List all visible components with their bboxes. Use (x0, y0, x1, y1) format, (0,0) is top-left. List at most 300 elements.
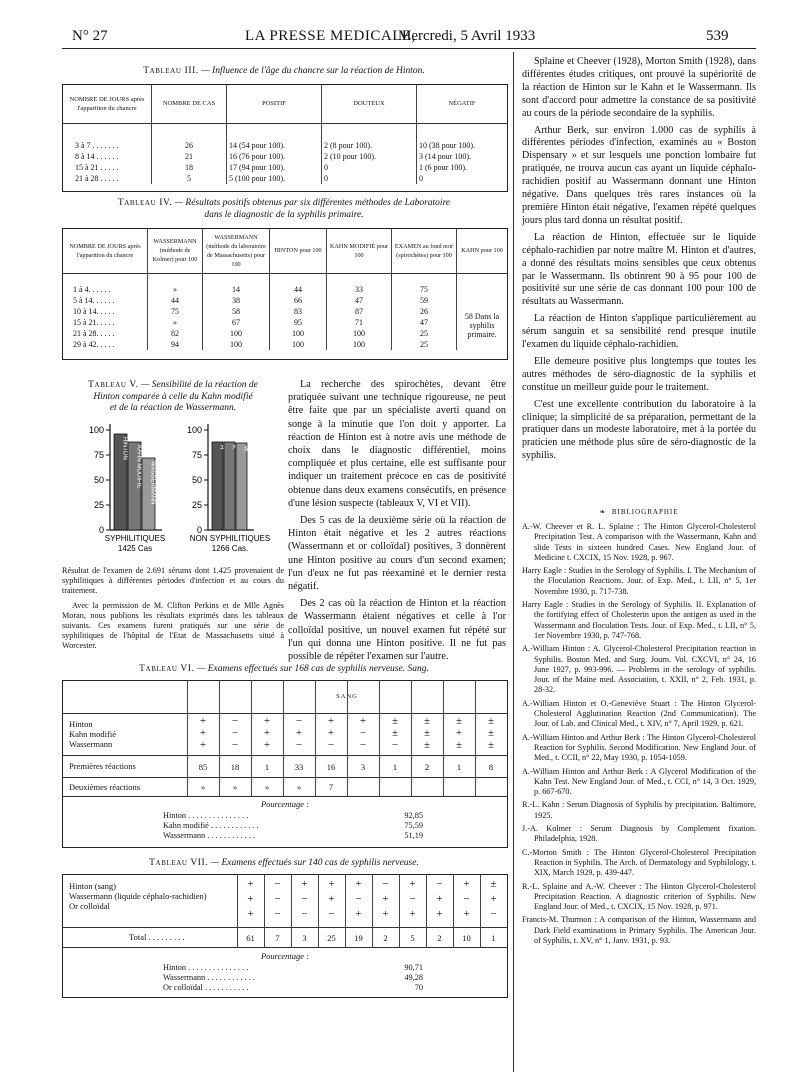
sign-cell: + (328, 878, 335, 890)
table6-pct-title: Pourcentage : (260, 799, 310, 809)
column-divider (379, 681, 380, 796)
y-tick-label: 0 (196, 525, 202, 535)
pct-row (163, 983, 423, 993)
pct-row (163, 963, 423, 973)
table3-header: NOMBRE DE JOURS après l'apparition du chancre (69, 95, 145, 112)
table4-caption-line2: dans le diagnostic de la syphilis primaire. (204, 209, 364, 220)
divider (63, 947, 507, 948)
table3-header: NOMBRE DE CAS (152, 85, 227, 123)
table5-caption-line1: — Sensibilité de la réaction de (140, 380, 258, 390)
table3-cell: 15 à 21 . . . . . (75, 162, 119, 172)
middle-paragraph: La recherche des spirochètes, devant être pratiquée suivant une technique rigoureuse, ne peut être faite que par un spécialiste averti quand on songe à la minutie que l'on doit y apporter. La réaction de Hinton est à notre avis une méthode de choix dans le diagnostic différentiel, moins compliquée et plus certaine, elle est suffisante pour indiquer un traitement précoce en cas de positivité obtenue dans deux examens consécutifs, en présence d'une lésion suspecte (tableaux V, VI et VII). (288, 379, 506, 509)
sign-cell: ± (423, 727, 431, 739)
sensitivity-chart (62, 418, 284, 560)
table4-cell: 75 (148, 306, 203, 317)
table-row (63, 151, 507, 162)
sign-cell: + (463, 908, 470, 920)
sign-cell: − (359, 727, 367, 739)
pct-value: 49,28 (404, 973, 423, 982)
sign-cell: − (382, 878, 389, 890)
table4-cell: 25 (392, 339, 457, 350)
sign-cell: − (391, 739, 399, 751)
table3-cell: 2 (10 pour 100). (322, 151, 417, 162)
sign-cell: + (295, 727, 303, 739)
table4-cell: 100 (270, 328, 327, 339)
row-label: Hinton (sang) (69, 881, 116, 891)
table3-cell: 0 (322, 162, 417, 173)
panel-subtitle: 1425 Cas (117, 544, 153, 553)
right-paragraph: La réaction de Hinton s'applique particulièrement au sérum sanguin et sa sensibilité rend presque inutile l'examen du liquide céphalo-rachidien. (522, 313, 756, 351)
right-paragraph: La réaction de Hinton, effectuée sur le liquide céphalo-rachidien par notre maître M. Hinton et d'autres, a donné des résultats moins sensibles que ceux obtenus par le Wassermann. Ils obtinrent 90 à 95 pour 100 de positivité sur une série de cas donnant 100 pour 100 de résultats au Wassermann. (522, 231, 756, 308)
sign-cell: + (263, 727, 271, 739)
bar-label: H (218, 445, 225, 450)
sign-cell: + (490, 893, 497, 905)
table4-header: WASSERMANN (méthode de Kolmer) pour 100 (148, 229, 203, 273)
bibliography-entry: A.-William Hinton et O.-Geneviève Stuart : The Hinton Glycerol-Cholesterol Agglutination Reaction (2nd Communication). The Jour. of Lab. and Clinical Med., t. XIV, n° 7, April 1929, p. 621. (522, 698, 756, 729)
bar-label: WASSERMANN (149, 461, 156, 505)
count-cell: 8 (488, 762, 494, 772)
table4-cell: 44 (148, 295, 203, 306)
pct-label: Wassermann (163, 831, 206, 840)
sign-cell: − (359, 739, 367, 751)
table-row (63, 339, 507, 350)
sign-cell: − (436, 878, 443, 890)
table3-cell: 14 (54 pour 100). (227, 140, 322, 151)
column-divider (453, 875, 454, 947)
sign-cell: − (274, 908, 281, 920)
pct-value: 51,19 (404, 831, 423, 840)
pct-dots: . . . . . . . . . . . . (210, 821, 259, 830)
right-paragraph: C'est une excellente contribution du laboratoire à la clinique; la simplicité de sa préparation, permettant de la pratiquer dans un modeste laboratoire, met à la portée du praticien une méthode plus sûre de séro-diagnostic de la syphilis. (522, 398, 756, 462)
table3-cell: 3 (14 pour 100). (417, 151, 508, 162)
table4-cell: 47 (327, 295, 392, 306)
pct-label: Or colloïdal (163, 983, 203, 992)
count-cell: 33 (294, 762, 304, 772)
table3-cell: 26 (152, 140, 227, 151)
count-cell: 1 (392, 762, 398, 772)
bar (224, 442, 235, 530)
divider (63, 796, 507, 797)
table7-label: Tableau VII. (149, 858, 209, 868)
total-label: Total (129, 932, 147, 942)
panel-subtitle: 1266 Cas. (211, 544, 249, 553)
count-cell: 3 (360, 762, 366, 772)
table4-cell: 14 (203, 284, 270, 295)
column-divider (372, 875, 373, 947)
table4-cell: 38 (203, 295, 270, 306)
row-label: Or colloïdal (69, 901, 110, 911)
table-row (63, 173, 507, 184)
table4 (62, 228, 508, 360)
table5-caption-line3: et de la réaction de Wassermann. (109, 403, 237, 413)
bar-label: HINTON (121, 437, 128, 460)
bar (212, 442, 223, 530)
count-cell: 2 (383, 933, 388, 943)
bibliography-title (522, 508, 756, 516)
bar-label: KAHN MODIFIÉ (135, 445, 142, 489)
table4-cell: 95 (270, 317, 327, 328)
ornament-icon: ❧ (599, 508, 607, 516)
table3-caption (62, 66, 506, 78)
table7-caption (62, 858, 506, 870)
table6-pct (163, 811, 423, 841)
sign-cell: + (247, 893, 254, 905)
bar-label: K (230, 445, 237, 450)
table3-cell: 21 à 28 . . . . . (75, 173, 119, 183)
count-cell: 16 (326, 762, 336, 772)
sign-cell: ± (391, 727, 399, 739)
count-cell: » (264, 782, 270, 792)
sign-cell: + (199, 727, 207, 739)
column-divider (283, 681, 284, 796)
table4-cell: » (148, 284, 203, 295)
table5-caption-line2: Hinton comparée à celle du Kahn modifié (93, 391, 253, 402)
sign-cell: + (199, 715, 207, 727)
table3-cell: 2 (8 pour 100). (322, 140, 417, 151)
table-row (63, 328, 507, 339)
count-cell: 85 (198, 762, 208, 772)
column-divider (345, 875, 346, 947)
issue-number: N° 27 (72, 28, 108, 44)
sign-cell: − (274, 878, 281, 890)
sign-cell: − (490, 908, 497, 920)
table4-header: EXAMEN au fond noir (spirochètes) pour 100 (392, 229, 457, 273)
count-cell: 1 (264, 762, 270, 772)
y-tick-label: 100 (186, 425, 202, 435)
pct-dots: . . . . . . . . . . . . . . . (188, 811, 249, 820)
table7-columns (237, 875, 507, 947)
count-cell: 25 (327, 933, 336, 943)
sign-cell: + (463, 878, 470, 890)
sign-cell: + (355, 878, 362, 890)
pct-dots: . . . . . . . . . . . (204, 983, 249, 992)
pct-value: 90,71 (404, 963, 423, 972)
journal-title: LA PRESSE MEDICALE, (245, 28, 416, 44)
column-divider (411, 681, 412, 796)
table3-cell: 3 à 7 . . . . . . . (75, 140, 119, 150)
middle-paragraph: Des 5 cas de la deuxième série où la réaction de Hinton était négative et les 2 autres réactions (Wassermann et or colloïdal) positives, 3 donnèrent une Hinton positive au cours d'un second examen; l'un d'eux ne fut pas réexaminé et le dernier resta négatif. (288, 515, 506, 593)
pct-label: Hinton (163, 963, 187, 972)
table-row (63, 295, 507, 306)
page-header (0, 28, 800, 54)
column-divider (399, 875, 400, 947)
column-divider (475, 681, 476, 796)
table4-cell: 33 (327, 284, 392, 295)
table4-cell: 44 (270, 284, 327, 295)
table4-cell: » (148, 317, 203, 328)
count-cell: 10 (462, 933, 471, 943)
bar-label: W (242, 446, 249, 452)
table4-cell: 25 (392, 328, 457, 339)
pct-label: Wassermann (163, 973, 206, 982)
table4-cell: 87 (327, 306, 392, 317)
table4-cell: 15 à 21. . . . . (73, 317, 115, 327)
y-tick-label: 0 (98, 525, 104, 535)
table4-cell: 94 (148, 339, 203, 350)
column-divider (315, 681, 316, 796)
row-label: Kahn modifié (69, 729, 116, 739)
sign-cell: + (327, 715, 335, 727)
right-paragraph: Arthur Berk, sur environ 1.000 cas de syphilis à différentes périodes d'infection, examinés au « Boston Dispensary » et sur lesquels une ponction lombaire fut pratiquée, ne trouva aucun cas ayant un liquide céphalo-rachidien positif au Wassermann donnant une Hinton négative. Dans quelques très rares instances où la première Hinton était négative, l'examen répété quelques jours plus tard donna un résultat positif. (522, 124, 756, 226)
row-label: Hinton (69, 719, 93, 729)
table4-cell: 75 (392, 284, 457, 295)
column-divider (264, 875, 265, 947)
sign-cell: + (263, 715, 271, 727)
header-rule (62, 48, 756, 49)
pct-label: Hinton (163, 811, 187, 820)
table6-row-labels (69, 719, 185, 749)
bibliography-entry: C.-Morton Smith : The Hinton Glycerol-Cholesterol Precipitation Reaction in Syphilis. The Arch. of Dermatology and Syphilology, t. XIX, March 1929, p. 439-447. (522, 847, 756, 878)
table4-cell: 67 (203, 317, 270, 328)
y-tick-label: 75 (191, 450, 202, 460)
panel-title: SYPHILITIQUES (104, 534, 166, 543)
bibliography-entry: Francis-M. Thurmon : A comparison of the Hinton, Wassermann and Dark Field examinations in Primary Syphilis. The American Jour. of Syphilis, t. XV, n° 1, Janv. 1931, p. 93. (522, 915, 756, 945)
y-tick-label: 75 (93, 450, 104, 460)
table6-label: Tableau VI. (139, 664, 195, 674)
sign-cell: − (274, 893, 281, 905)
table4-header: NOMBRE DE JOURS après l'apparition du chancre (69, 242, 141, 259)
figure-text (62, 566, 284, 652)
table3-grid (63, 85, 507, 184)
bibliography-entry: Harry Eagle : Studies in the Serology of Syphilis. II. Explanation of the fortifying effect of Cholesterin upon the antigen as used in the Wassermann and floculation Tests. Jour. of Exp. Med., t. LII, n° 5, 1er Novembre 1930, p. 747-768. (522, 600, 756, 640)
sign-cell: − (295, 715, 303, 727)
table7-pct-title: Pourcentage : (260, 951, 310, 961)
count-cell: 2 (437, 933, 442, 943)
table4-cell: 100 (327, 328, 392, 339)
table3-cell: 16 (76 pour 100). (227, 151, 322, 162)
count-cell: 18 (230, 762, 240, 772)
sign-cell: − (231, 715, 239, 727)
sign-cell: + (301, 878, 308, 890)
sign-cell: ± (490, 878, 497, 890)
table3-header: DOUTEUX (322, 85, 417, 123)
sign-cell: − (328, 908, 335, 920)
sign-cell: + (382, 908, 389, 920)
column-divider (480, 875, 481, 947)
table3-caption-text: — Influence de l'âge du chancre sur la réaction de Hinton. (201, 66, 425, 76)
middle-paragraph: Des 2 cas où la réaction de Hinton et la réaction de Wassermann étaient négatives et celle à l'or colloïdal positive, un nouvel examen fut répété sur l'un qui donna une Hinton positive. Il ne fut pas possible de répéter l'examen sur l'autre. (288, 598, 506, 663)
table3-cell: 18 (152, 162, 227, 173)
sign-cell: ± (423, 739, 431, 751)
table5-caption (62, 380, 284, 415)
count-cell: » (296, 782, 302, 792)
sign-cell: + (199, 739, 207, 751)
panel-title: NON SYPHILITIQUES (189, 534, 271, 543)
figure-note: Résultat de l'examen de 2.691 sérums dont 1.425 provenaient de syphilitiques à différentes périodes d'infection et au cours du traitement. (62, 566, 284, 596)
column-divider (347, 681, 348, 796)
count-cell: » (232, 782, 238, 792)
table3-cell: 1 (6 pour 100). (417, 162, 508, 173)
sign-cell: − (231, 739, 239, 751)
table3-cell: 0 (322, 173, 417, 184)
column-divider (443, 681, 444, 796)
table6-caption-text: — Examens effectués sur 168 cas de syphilis nerveuse. Sang. (196, 664, 429, 674)
table3-cell: 17 (94 pour 100). (227, 162, 322, 173)
count-cell: 7 (328, 782, 334, 792)
sign-cell: + (382, 893, 389, 905)
sign-cell: ± (455, 739, 463, 751)
sign-cell: ± (487, 715, 495, 727)
table4-caption-line1: — Résultats positifs obtenus par six différentes méthodes de Laboratoire (174, 198, 451, 208)
table6-caption (62, 664, 506, 676)
count-cell: 1 (456, 762, 462, 772)
pct-row (163, 831, 423, 841)
table7-total-label: Total . . . . . . . . . (129, 932, 185, 942)
sign-cell: − (301, 908, 308, 920)
count-cell: 19 (354, 933, 363, 943)
column-divider (426, 875, 427, 947)
pct-value: 75,59 (404, 821, 423, 830)
column-divider (219, 681, 220, 796)
table7-pct (163, 963, 423, 993)
table3-cell: 21 (152, 151, 227, 162)
table5-label: Tableau V. (88, 380, 139, 390)
table4-cell: 26 (392, 306, 457, 317)
table3-cell: 0 (417, 173, 508, 184)
bibliography-heading: BIBLIOGRAPHIE (611, 508, 679, 516)
y-tick-label: 50 (93, 475, 104, 485)
table3-cell: 10 (38 pour 100). (417, 140, 508, 151)
sign-cell: + (355, 908, 362, 920)
y-tick-label: 25 (191, 500, 202, 510)
table3-header: NÉGATIF (417, 85, 508, 123)
table4-cell: 1 à 4. . . . . . (73, 284, 111, 294)
sign-cell: − (355, 893, 362, 905)
pct-row (163, 811, 423, 821)
column-divider (251, 681, 252, 796)
table7-caption-text: — Examens effectués sur 140 cas de syphilis nerveuse. (210, 858, 419, 868)
sign-cell: + (247, 878, 254, 890)
right-paragraph: Elle demeure positive plus longtemps que toutes les autres méthodes de séro-diagnostic de la syphilis et constitue un meilleur guide pour le traitement. (522, 355, 756, 393)
bibliography-entry: A.-W. Cheever et R. L. Splaine : The Hinton Glycerol-Cholesterol Precipitation Test. A comparison with the Wassermann, Kahn and slide Tests in sixteen hundred Cases. New England Jour. of Medicine t. CXCIX, 15 Nov. 1928, p. 967. (522, 522, 756, 562)
y-tick-label: 25 (93, 500, 104, 510)
y-tick-label: 100 (88, 425, 104, 435)
y-tick-label: 50 (191, 475, 202, 485)
sign-cell: + (436, 893, 443, 905)
table4-header: WASSERMANN (méthode du laboratoire de Massachusetts) pour 100 (203, 229, 270, 273)
row-label: Wassermann (liquide céphalo-rachidien) (69, 891, 207, 901)
table7-row-labels (69, 881, 237, 911)
table4-cell: 21 à 28. . . . . (73, 328, 115, 338)
table4-cell: 100 (270, 339, 327, 350)
table4-grid (63, 229, 507, 350)
table-row (63, 162, 507, 173)
sign-cell: − (463, 893, 470, 905)
sign-cell: ± (455, 715, 463, 727)
column-divider (291, 875, 292, 947)
count-cell: 2 (424, 762, 430, 772)
table4-header: HINTON pour 100 (270, 229, 327, 273)
bibliography-entry: R.-L. Splaine and A.-W. Cheever : The Hinton Glycerol-Cholesterol Precipitation Reaction. A diagnostic criterion of Syphilis. New England Jour. of Med., t. CXCIX, 15 Nov. 1928, p. 971. (522, 881, 756, 912)
table6-first-label: Premières réactions (69, 761, 136, 771)
table4-cell: 100 (203, 339, 270, 350)
table4-label: Tableau IV. (117, 198, 173, 208)
middle-text (288, 378, 506, 667)
table4-caption (62, 198, 506, 221)
table6 (62, 680, 508, 848)
column-divider (187, 681, 188, 796)
table-row (63, 317, 507, 328)
sign-cell: ± (423, 715, 431, 727)
sign-cell: − (409, 893, 416, 905)
bibliography-entry: A.-William Hinton and Arthur Berk : The Hinton Glycerol-Cholesterol Reaction for Syphilis. Second Modification. New England Jour. of Med., t. CCII, n° 22, May 1930, p. 1054-1059. (522, 732, 756, 763)
pct-label: Kahn modifié (163, 821, 209, 830)
sign-cell: − (231, 727, 239, 739)
pct-value: 70 (414, 983, 423, 992)
column-rule (513, 52, 514, 1072)
sign-cell: + (359, 715, 367, 727)
table4-cell: 100 (327, 339, 392, 350)
pct-dots: . . . . . . . . . . . . (207, 831, 255, 840)
right-text (522, 56, 756, 467)
count-cell: 61 (246, 933, 255, 943)
table4-kahn-note: 58 Dans la syphilis primaire. (457, 284, 508, 350)
count-cell: » (200, 782, 206, 792)
table7 (62, 874, 508, 998)
table3-label: Tableau III. (143, 66, 199, 76)
table-row (63, 306, 507, 317)
table4-cell: 58 (203, 306, 270, 317)
sign-cell: + (247, 908, 254, 920)
table3-cell: 5 (100 pour 100). (227, 173, 322, 184)
table4-cell: 29 à 42. . . . . (73, 339, 115, 349)
sign-cell: + (327, 727, 335, 739)
table6-columns (187, 681, 507, 796)
sign-cell: + (455, 727, 463, 739)
table6-group-header: SANG (336, 693, 358, 700)
bibliography-entry: A.-William Hinton : A. Glycerol-Cholesterol Precipitation reaction in Syphilis. Boston Med. and Surg. Journ. Vol. CXCVI, n° 24, 16 June 1927, p. 993-996. — Problems in the serology of syphilis. Jour. of the Maine med. Association, t. XXII, n° 2, Feb. 1931, p. 28-32. (522, 644, 756, 695)
table4-cell: 82 (148, 328, 203, 339)
bibliography-entry: R.-L. Kahn : Serum Diagnosis of Syphilis by precipitation. Baltimore, 1925. (522, 800, 756, 820)
page-number: 539 (706, 28, 729, 44)
table4-cell: 10 à 14. . . . . (73, 306, 115, 316)
table4-cell: 5 à 14. . . . . . (73, 295, 115, 305)
pct-dots: . . . . . . . . . . . . . . . (188, 963, 249, 972)
figure-permission: Avec la permission de M. Clifton Perkins et de Mlle Agnès Moran, nous publions les résultats exprimés dans les tableaux suivants. Ces examens furent pratiqués sur une série de syphilitiques de l'hôpital de l'Etat de Massachusetts situé à Worcester. (62, 600, 284, 651)
table4-cell: 66 (270, 295, 327, 306)
count-cell: 3 (302, 933, 307, 943)
column-divider (237, 875, 238, 947)
table4-cell: 47 (392, 317, 457, 328)
bibliography-entry: J.-A. Kolmer : Serum Diagnosis by Complement fixation. Philadelphia, 1928. (522, 824, 756, 844)
bar (236, 443, 247, 530)
table3-cell: 5 (152, 173, 227, 184)
table4-cell: 59 (392, 295, 457, 306)
table4-cell: 83 (270, 306, 327, 317)
pct-row (163, 821, 423, 831)
sign-cell: + (263, 739, 271, 751)
sign-cell: ± (487, 727, 495, 739)
column-divider (318, 875, 319, 947)
sign-cell: + (328, 893, 335, 905)
table-row (63, 140, 507, 151)
sign-cell: ± (391, 715, 399, 727)
sign-cell: − (295, 739, 303, 751)
bibliography-list (522, 522, 756, 949)
table-row (63, 284, 507, 295)
bibliography-entry: Harry Eagle : Studies in the Serology of Syphilis. I. The Mechanism of the Floculation Reactions. Jour. of Exp. Med., t. LII, n° 5, 1er Novembre 1930, p. 717-738. (522, 566, 756, 596)
table4-cell: 71 (327, 317, 392, 328)
table3-cell: 8 à 14 . . . . . . (75, 151, 119, 161)
sign-cell: − (327, 739, 335, 751)
bibliography-entry: A.-William Hinton and Arthur Berk : A Glycerol Modification of the Kahn Test. New England Jour. of Med., t. CCI, n° 14, 3 Oct. 1929, p. 667-670. (522, 766, 756, 797)
sign-cell: + (409, 878, 416, 890)
right-paragraph: Splaine et Cheever (1928), Morton Smith (1928), dans différentes études critiques, ont prouvé la supériorité de la réaction de Hinton sur le Kahn et le Wassermann. Ils sont d'accord pour admettre la constance de sa positivité au cours de la période secondaire de la syphilis. (522, 56, 756, 119)
row-label: Wassermann (69, 739, 113, 749)
sign-cell: − (301, 893, 308, 905)
count-cell: 1 (491, 933, 496, 943)
sign-cell: + (409, 908, 416, 920)
